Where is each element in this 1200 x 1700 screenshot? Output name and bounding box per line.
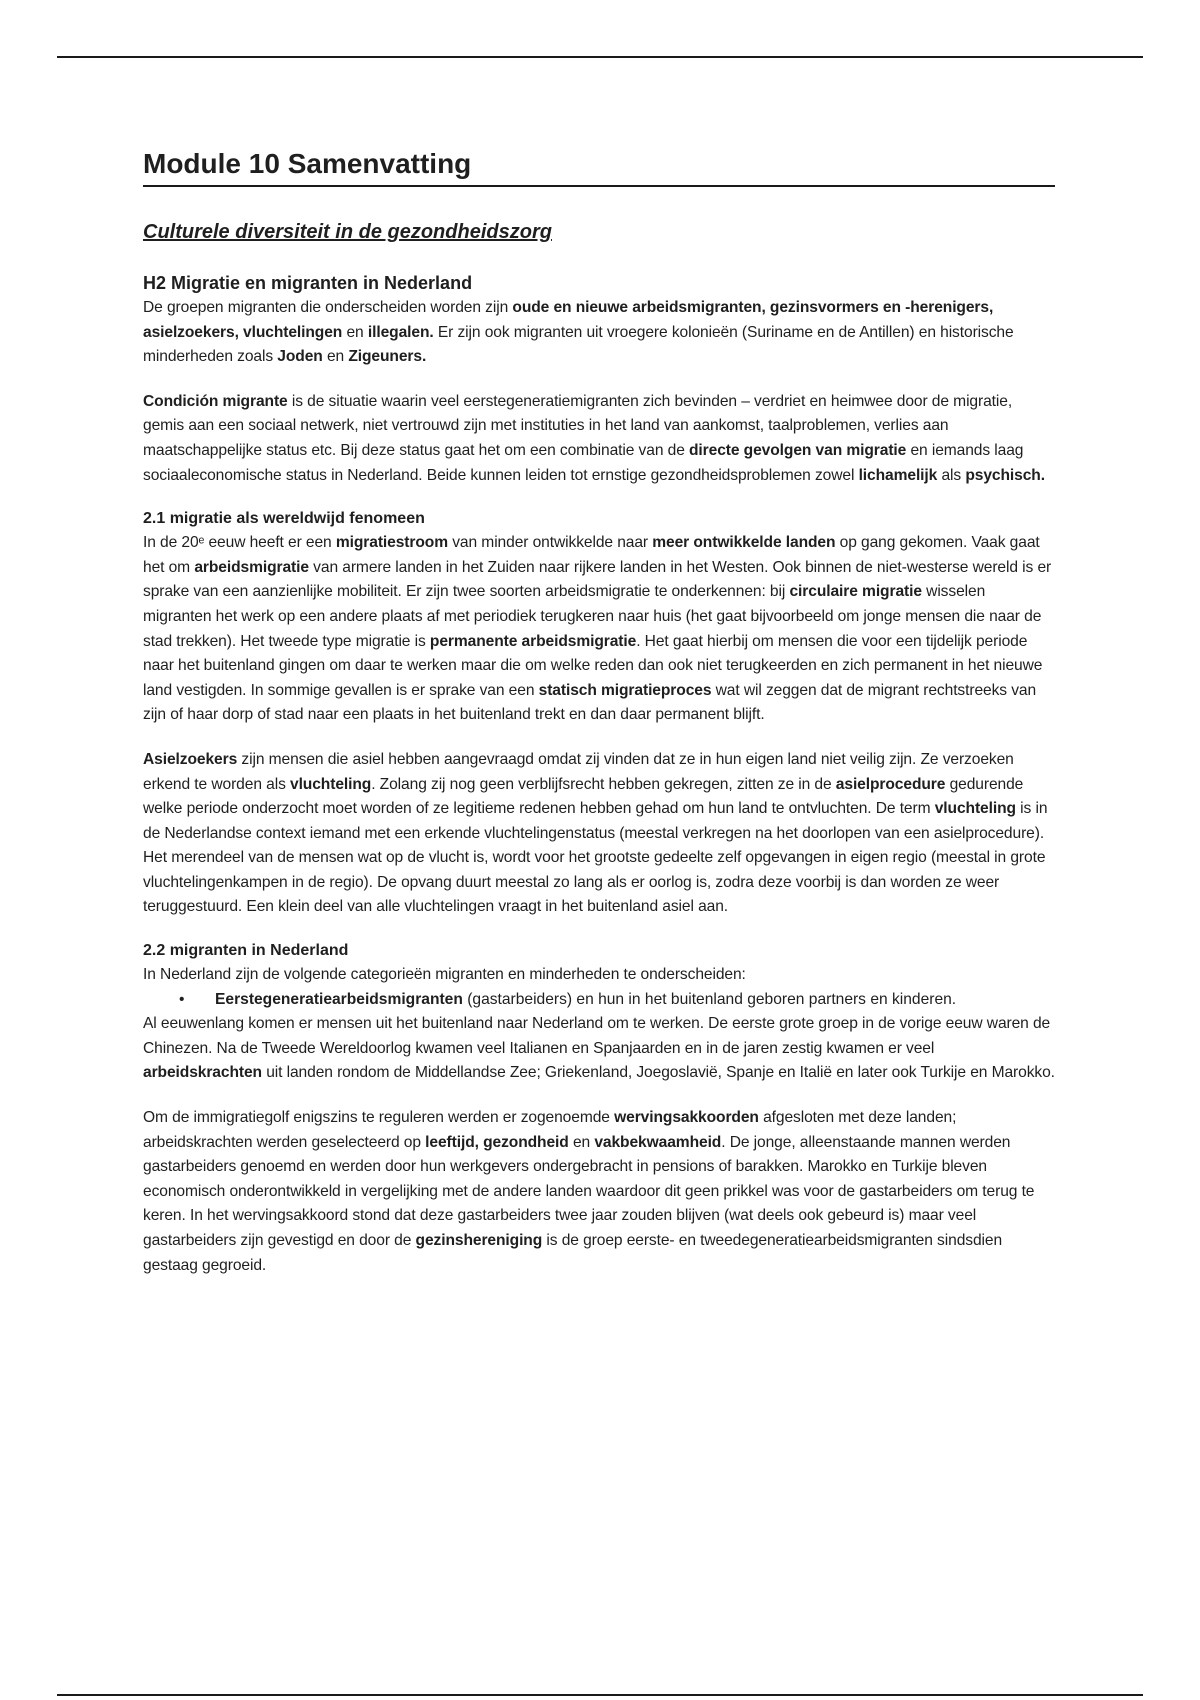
heading-h2-migratie: H2 Migratie en migranten in Nederland (143, 273, 473, 293)
paragraph-asielzoekers: Asielzoekers zijn mensen die asiel hebben aangevraagd omdat zij vinden dat ze in hun eigen land niet veilig zijn. Ze verzoeken erkend te worden als vluchteling. Zolang zij nog geen verblijfsrecht hebben gekregen, zitten ze in de asielprocedure gedurende welke periode onderzocht moet worden of ze legitieme redenen hebben gehad om hun land te ontvluchten. De term vluchteling is in de Nederlandse context iemand met een erkende vluchtelingenstatus (meestal verkregen na het doorlopen van een asielprocedure). Het merendeel van de mensen wat op de vlucht is, wordt voor het grootste gedeelte zelf opgevangen in eigen regio (meestal in grote vluchtelingenkampen in de regio). De opvang duurt meestal zo lang als er oorlog is, zodra deze voorbij is dan worden ze weer teruggestuurd. Een klein deel van alle vluchtelingen vraagt in het buitenland asiel aan. (143, 750, 1048, 916)
paragraph-condicion-migrante: Condición migrante is de situatie waarin veel eerstegeneratiemigranten zich bevinden – verdriet en heimwee door de migratie, gemis aan een sociaal netwerk, niet vertrouwd zijn met instituties in het land van aankomst, taalproblemen, verlies aan maatschappelijke status etc. Bij deze status gaat het om een combinatie van de directe gevolgen van migratie en iemands laag sociaaleconomische status in Nederland. Beide kunnen leiden tot ernstige gezondheidsproblemen zowel lichamelijk als psychisch. (143, 392, 1045, 484)
heading-2-2: 2.2 migranten in Nederland (143, 942, 349, 960)
paragraph-categories-intro: In Nederland zijn de volgende categorieën migranten en minderheden te onderscheiden: (143, 966, 746, 984)
paragraph-wervingsakkoorden: Om de immigratiegolf enigszins te reguleren werden er zogenoemde wervingsakkoorden afgesloten met deze landen; arbeidskrachten werden geselecteerd op leeftijd, gezondheid en vakbekwaamheid. De jonge, alleenstaande mannen werden gastarbeiders genoemd en werden door hun werkgevers ondergebracht in pensions of barakken. Marokko en Turkije bleven economisch onderontwikkeld in vergelijking met de andere landen waardoor dit geen prikkel was voor de gastarbeiders om terug te keren. In het wervingsakkoord stond dat deze gastarbeiders twee jaar zouden blijven (wat deels ook gebeurd is) maar veel gastarbeiders zijn gevestigd en door de gezinshereniging is de groep eerste- en tweedegeneratiearbeidsmigranten sindsdien gestaag gegroeid. (143, 1109, 1035, 1274)
category-list (143, 988, 1055, 1013)
footer-rule (57, 1694, 1143, 1696)
document-subtitle: Culturele diversiteit in de gezondheidszorg (143, 221, 552, 243)
paragraph-eeuwenlang: Al eeuwenlang komen er mensen uit het buitenland naar Nederland om te werken. De eerste grote groep in de vorige eeuw waren de Chinezen. Na de Tweede Wereldoorlog kwamen veel Italianen en Spanjaarden en in de jaren zestig kwamen er veel arbeidskrachten uit landen rondom de Middellandse Zee; Griekenland, Joegoslavië, Spanje en Italië en later ook Turkije en Marokko. (143, 1015, 1055, 1082)
paragraph-wereldwijd-fenomeen: In de 20ᵉ eeuw heeft er een migratiestroom van minder ontwikkelde naar meer ontwikkelde landen op gang gekomen. Vaak gaat het om arbeidsmigratie van armere landen in het Zuiden naar rijkere landen in het Westen. Ook binnen de niet-westerse wereld is er sprake van een aanzienlijke mobiliteit. Er zijn twee soorten arbeidsmigratie te onderkennen: bij circulaire migratie wisselen migranten het werk op een andere plaats af met periodiek terugkeren naar huis (het gaat bijvoorbeeld om jonge mensen die naar de stad trekken). Het tweede type migratie is permanente arbeidsmigratie. Het gaat hierbij om mensen die voor een tijdelijk periode naar het buitenland gingen om daar te werken maar die om welke reden dan ook niet terugkeerden en zich permanent in het nieuwe land vestigden. In sommige gevallen is er sprake van een statisch migratieproces wat wil zeggen dat de migrant rechtstreeks van zijn of haar dorp of stad naar een plaats in het buitenland trekt en dan daar permanent blijft. (143, 534, 1052, 724)
header-rule (57, 56, 1143, 58)
document-page (143, 146, 1055, 1278)
heading-2-1: 2.1 migratie als wereldwijd fenomeen (143, 510, 425, 528)
list-item: • Eerstegeneratiearbeidsmigranten (gastarbeiders) en hun in het buitenland geboren partners en kinderen. (215, 988, 1055, 1013)
paragraph-migrant-groups: De groepen migranten die onderscheiden worden zijn oude en nieuwe arbeidsmigranten, gezinsvormers en -herenigers, asielzoekers, vluchtelingen en illegalen. Er zijn ook migranten uit vroegere kolonieën (Suriname en de Antillen) en historische minderheden zoals Joden en Zigeuners. (143, 299, 1014, 366)
document-title: Module 10 Samenvatting (143, 146, 1055, 187)
